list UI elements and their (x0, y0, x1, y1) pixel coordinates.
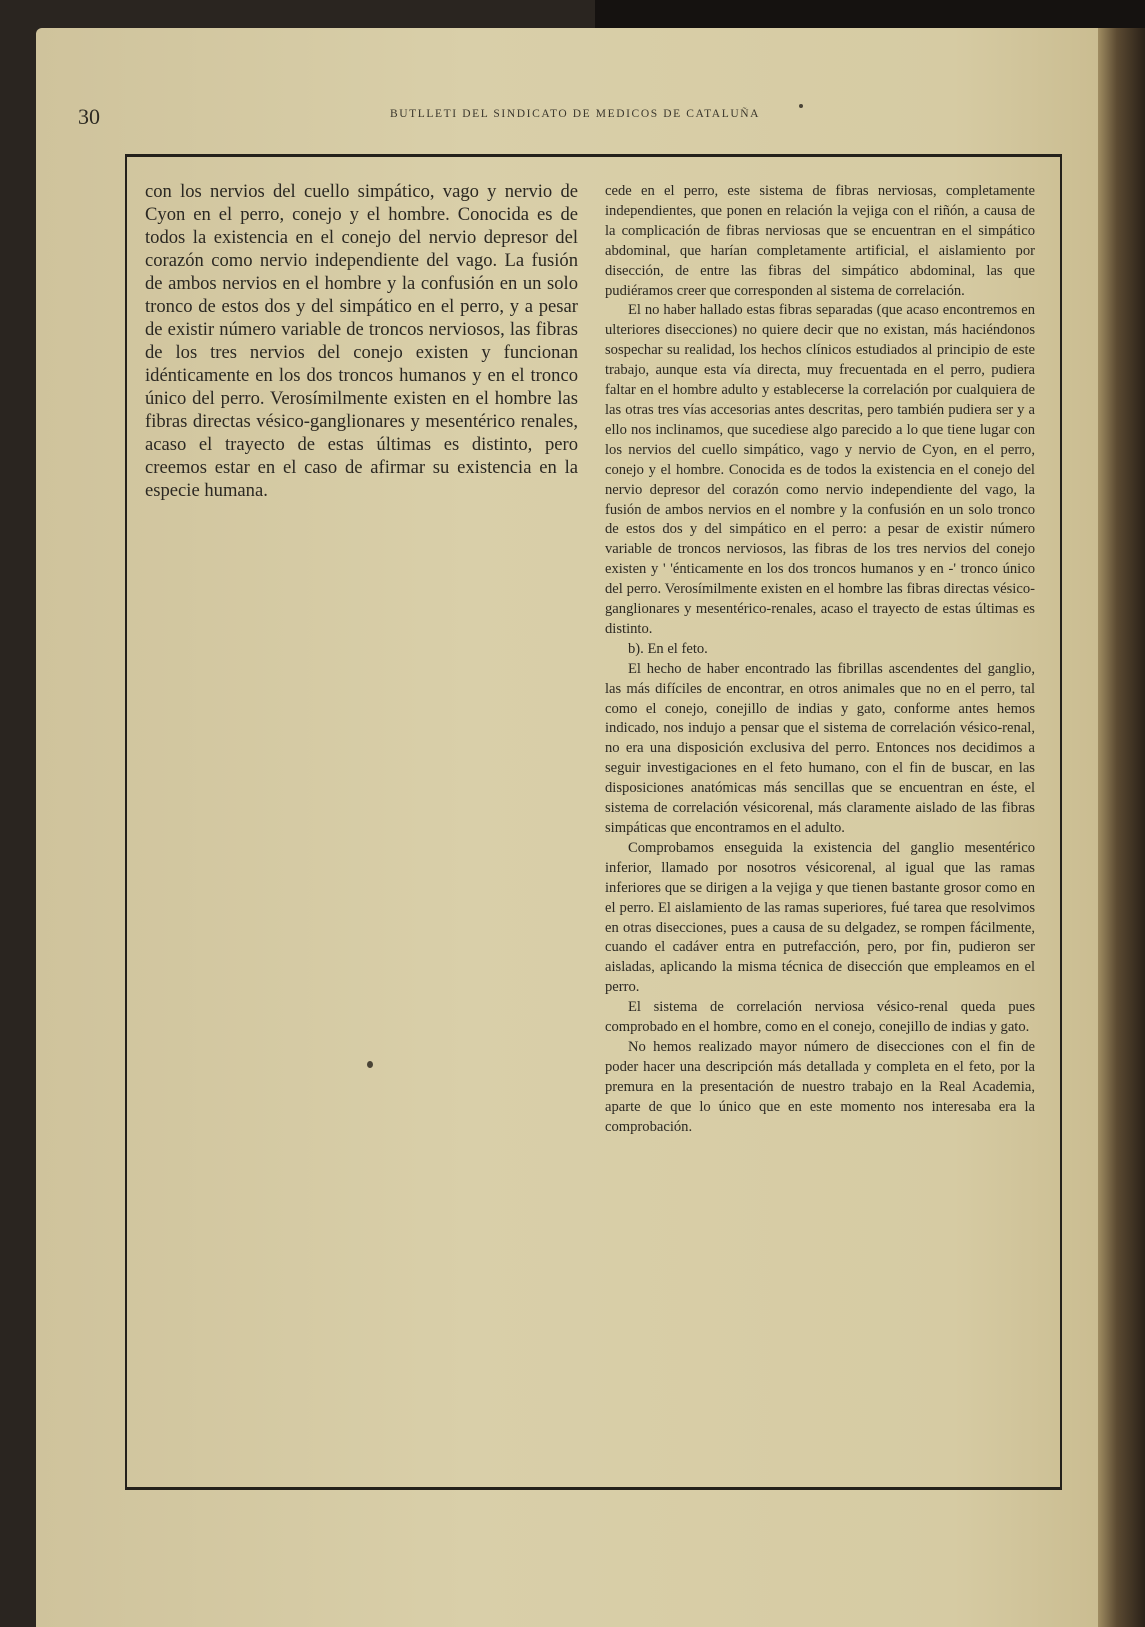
running-head: BUTLLETI DEL SINDICATO DE MEDICOS DE CATALUÑA (390, 108, 761, 120)
ink-speck (367, 1061, 373, 1068)
right-column (605, 182, 1035, 1138)
page-number: 30 (78, 104, 100, 129)
ink-speck (799, 104, 803, 108)
paragraph: El hecho de haber encontrado las fibrillas ascendentes del ganglio, las más difíciles de encontrar, en otros animales que no en el perro, tal como el conejo, conejillo de indias y gato, conforme antes hemos indicado, nos indujo a pensar que el sistema de correlación vésico-renal, no era una disposición exclusiva del perro. Entonces nos decidimos a seguir investigaciones en el feto humano, con el fin de buscar, en las disposiciones anatómicas más sencillas que se encuentran en éste, el sistema de correlación vésicorenal, más claramente aislado de las fibras simpáticas que encontramos en el adulto. (605, 660, 1035, 836)
left-column-text: con los nervios del cuello simpático, vago y nervio de Cyon en el perro, conejo y el hombre. Conocida es de todos la existencia en el conejo del nervio depresor del corazón como nervio independiente del vago. La fusión de ambos nervios en el hombre y la confusión en un solo tronco de estos dos y del simpático en el perro, y a pesar de existir número variable de troncos nerviosos, las fibras de los tres nervios del conejo existen y funcionan idénticamente en los dos troncos humanos y en el tronco único del perro. Verosímilmente existen en el hombre las fibras directas vésico-ganglionares y mesentérico renales, acaso el trayecto de estas últimas es distinto, pero creemos estar en el caso de afirmar su existencia en la especie humana. (145, 181, 578, 501)
paragraph: El sistema de correlación nerviosa vésico-renal queda pues comprobado en el hombre, como en el conejo, conejillo de indias y gato. (605, 999, 1035, 1036)
paragraph: cede en el perro, este sistema de fibras nerviosas, completamente independientes, que ponen en relación la vejiga con el riñón, a causa de la complicación de fibras nerviosas que se encuentran en el simpático abdominal, que harían completamente artificial, el aislamiento por disección, de entre las fibras del simpático abdominal, las que pudiéramos creer que corresponden al sistema de correlación. (605, 183, 1035, 299)
scan-background-top (595, 0, 1145, 30)
page-edge-shadow (1098, 28, 1145, 1627)
paragraph: No hemos realizado mayor número de disecciones con el fin de poder hacer una descripción más detallada y completa en el feto, por la premura en la presentación de nuestro trabajo en la Real Academia, aparte de que lo único que en este momento nos interesaba era la comprobación. (605, 1038, 1035, 1135)
section-heading: b). En el feto. (628, 640, 708, 657)
paragraph: El no haber hallado estas fibras separadas (que acaso encontremos en ulteriores disecciones) no quiere decir que no existan, más haciéndonos sospechar su realidad, los hechos clínicos estudiados al principio de este trabajo, aunque esta vía directa, muy frecuentada en el perro, pudiera faltar en el hombre adulto y establecerse la correlación por cualquiera de las otras tres vías accesorias antes descritas, pero también pudiera ser y a ello nos inclinamos, que sucediese algo parecido a lo que tiene lugar con los nervios del cuello simpático, vago y nervio de Cyon, en el perro, conejo y el hombre. Conocida es de todos la existencia en el conejo del nervio depresor del corazón como nervio independiente del vago, la fusión de ambos nervios en el nombre y la confusión en un solo tronco de estos dos y del simpático en el perro: a pesar de existir número variable de troncos nerviosos, las fibras de los tres nervios del conejo existen y ' 'énticamente en los dos troncos humanos y en -' tronco único del perro. Verosímilmente existen en el hombre las fibras directas vésico-ganglionares y mesentérico-renales, acaso el trayecto de estas últimas es distinto. (605, 302, 1035, 637)
paragraph: Comprobamos enseguida la existencia del ganglio mesentérico inferior, llamado por nosotros vésicorenal, al igual que las ramas inferiores que se dirigen a la vejiga y que tienen bastante grosor como en el perro. El aislamiento de las ramas superiores, fué tarea que resolvimos en otras disecciones, pues a causa de su delgadez, se rompen fácilmente, cuando el cadáver entra en putrefacción, pero, por fin, pudieron ser aisladas, aplicando la misma técnica de disección que empleamos en el perro. (605, 839, 1035, 996)
